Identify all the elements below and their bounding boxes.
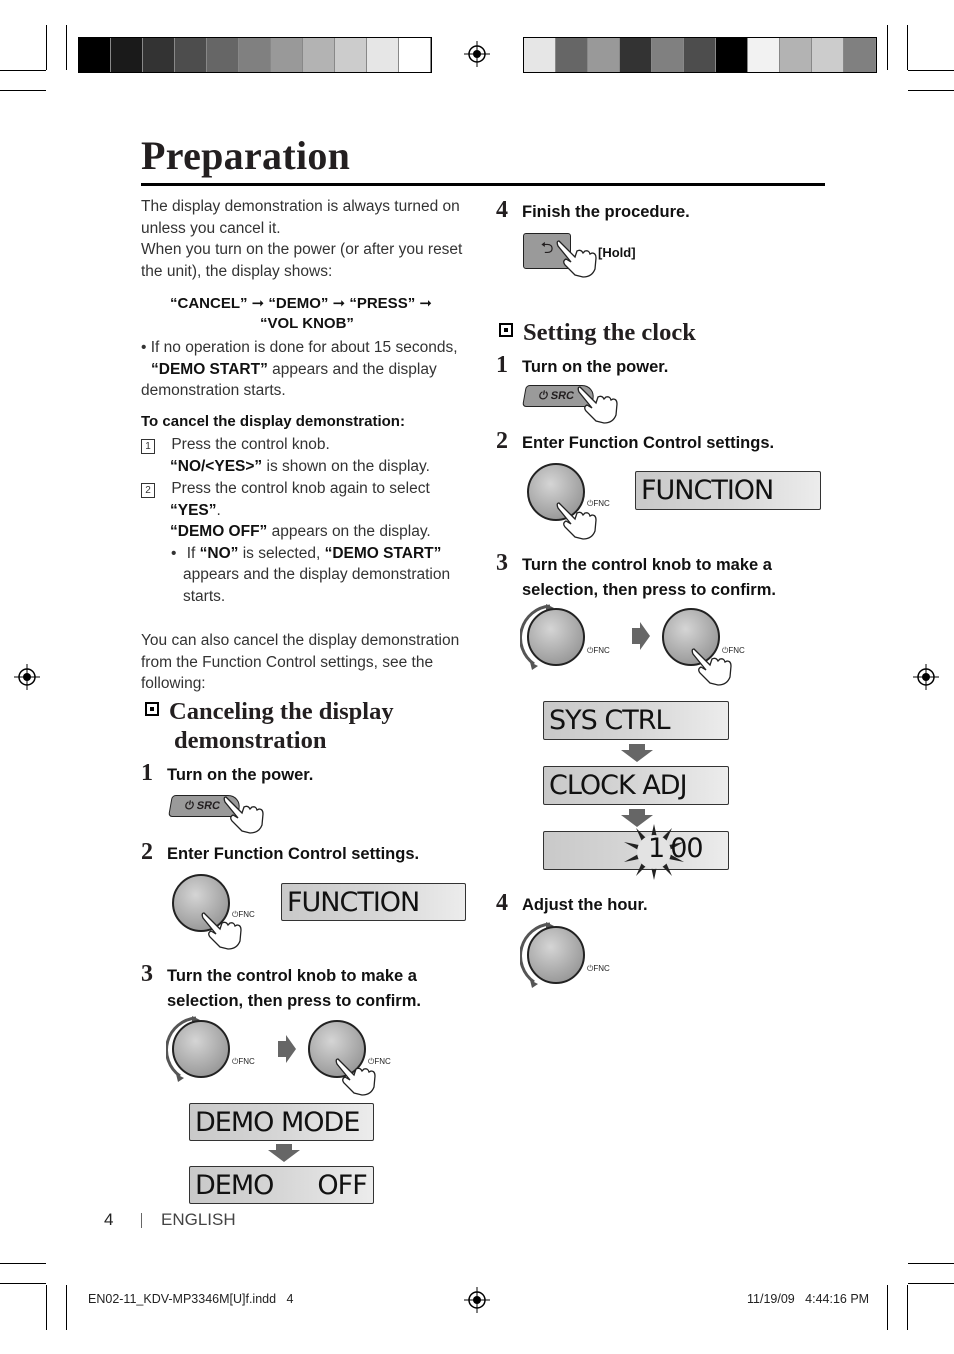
- arrow-right-icon: ➞: [332, 295, 346, 312]
- color-swatch: [716, 38, 748, 72]
- seq-demo: “DEMO”: [268, 295, 329, 312]
- crop-mark: [66, 1285, 67, 1330]
- arrow-right-icon: [278, 1035, 296, 1063]
- color-swatch: [143, 38, 175, 72]
- crop-mark: [0, 90, 46, 91]
- color-swatch: [303, 38, 335, 72]
- color-swatch: [780, 38, 812, 72]
- crop-mark: [46, 25, 47, 70]
- section-heading-cancel: Canceling the display demonstration: [145, 697, 465, 755]
- step-text: Enter Function Control settings.: [522, 434, 775, 452]
- hand-press-icon: [555, 236, 599, 280]
- page-title: Preparation: [141, 133, 351, 178]
- section-square-icon: [499, 323, 513, 337]
- footer-divider: [141, 1213, 142, 1228]
- fnc-label: ⏻FNC: [722, 646, 745, 655]
- crop-mark: [887, 1285, 888, 1330]
- color-swatch: [748, 38, 780, 72]
- src-power-button[interactable]: ⏻ SRC: [522, 385, 596, 407]
- crop-mark: [887, 25, 888, 70]
- intro-bullet: • If no operation is done for about 15 seconds, “DEMO START” appears and the display demonstration starts.: [141, 339, 458, 399]
- intro-paragraph-2: When you turn on the power (or after you reset the unit), the display shows:: [141, 241, 463, 280]
- cancel-step-1: 1 Press the control knob. “NO/<YES>” is shown on the display.: [141, 434, 471, 477]
- step-text: Turn the control knob to make a selection, then press to confirm.: [167, 967, 421, 1010]
- title-rule: [141, 183, 825, 186]
- color-swatch: [111, 38, 143, 72]
- bullet-dot: •: [171, 544, 177, 562]
- crop-mark: [0, 1283, 46, 1284]
- crop-mark: [0, 70, 46, 71]
- color-swatch: [399, 38, 431, 72]
- color-swatch: [367, 38, 399, 72]
- fnc-label: ⏻FNC: [368, 1057, 391, 1066]
- hand-press-icon: [690, 644, 734, 688]
- print-timestamp: 11/19/09 4:44:16 PM: [747, 1292, 870, 1306]
- registration-mark-icon: [14, 664, 40, 690]
- color-swatch: [175, 38, 207, 72]
- lcd-display-clock-adj: CLOCK ADJ: [543, 766, 729, 805]
- step-text: Turn on the power.: [167, 766, 314, 784]
- src-power-button[interactable]: ⏻ SRC: [168, 795, 242, 817]
- color-swatch: [335, 38, 367, 72]
- registration-mark-icon: [464, 41, 490, 67]
- control-knob[interactable]: [172, 1020, 230, 1078]
- cancel-sub-bullet-cont: appears and the display demonstration starts.: [183, 566, 451, 605]
- language-label: ENGLISH: [161, 1210, 236, 1229]
- cancel-heading: To cancel the display demonstration:: [141, 413, 405, 430]
- hold-label: [Hold]: [598, 245, 636, 260]
- color-swatch: [556, 38, 588, 72]
- page-number: 4: [104, 1210, 114, 1229]
- hand-press-icon: [555, 498, 599, 542]
- color-swatch: [844, 38, 876, 72]
- step-text: Enter Function Control settings.: [167, 845, 420, 863]
- crop-mark: [66, 25, 67, 70]
- arrow-down-icon: [621, 744, 653, 762]
- color-swatch: [239, 38, 271, 72]
- step-number: 4: [496, 890, 508, 916]
- arrow-right-icon: ➞: [419, 295, 432, 312]
- hand-press-icon: [576, 383, 620, 425]
- section-heading-clock: Setting the clock: [499, 318, 696, 347]
- arrow-right-icon: ➞: [251, 295, 265, 312]
- section-square-icon: [145, 702, 159, 716]
- crop-mark: [908, 1283, 954, 1284]
- step-number: 1: [496, 352, 508, 378]
- step-number: 3: [496, 550, 508, 576]
- seq-vol-knob: “VOL KNOB”: [260, 315, 354, 332]
- fnc-label: ⏻FNC: [587, 499, 610, 508]
- color-swatch: [684, 38, 716, 72]
- bullet-dot: •: [141, 339, 151, 356]
- also-paragraph: You can also cancel the display demonstration from the Function Control settings, see the following:: [141, 632, 460, 692]
- step-text: Adjust the hour.: [522, 896, 648, 914]
- step-number: 2: [141, 839, 153, 865]
- hand-press-icon: [334, 1054, 378, 1098]
- lcd-hour: 1: [648, 833, 665, 864]
- control-knob[interactable]: [527, 926, 585, 984]
- step-number: 2: [496, 428, 508, 454]
- fnc-label: ⏻FNC: [587, 964, 610, 973]
- crop-mark: [46, 1285, 47, 1330]
- lcd-display-function: FUNCTION: [635, 471, 821, 510]
- color-swatch: [524, 38, 556, 72]
- control-knob[interactable]: [527, 608, 585, 666]
- display-sequence: [170, 294, 470, 334]
- color-swatch: [207, 38, 239, 72]
- hand-press-icon: [200, 908, 244, 952]
- fnc-label: ⏻FNC: [232, 910, 255, 919]
- step-text: Turn on the power.: [522, 358, 669, 376]
- lcd-display-function: FUNCTION: [281, 883, 466, 921]
- lcd-minutes: 00: [670, 833, 703, 864]
- lcd-display-demo-mode: DEMO MODE: [189, 1103, 374, 1141]
- seq-press: “PRESS”: [349, 295, 416, 312]
- step-number: 1: [141, 760, 153, 786]
- crop-mark: [907, 1285, 908, 1330]
- arrow-down-icon: [268, 1144, 300, 1162]
- color-bar-right: [523, 37, 877, 73]
- crop-mark: [908, 1263, 954, 1264]
- color-swatch: [588, 38, 620, 72]
- crop-mark: [0, 1263, 46, 1264]
- lcd-time-text: [648, 833, 703, 864]
- step-text: Turn the control knob to make a selection, then press to confirm.: [522, 556, 776, 599]
- lcd-display-sys-ctrl: SYS CTRL: [543, 701, 729, 740]
- color-swatch: [79, 38, 111, 72]
- back-button[interactable]: ⮌: [523, 233, 571, 269]
- cancel-step-2: 2 Press the control knob again to select “YES”. “DEMO OFF” appears on the display. • If “NO” is selected, “DEMO START”: [141, 478, 471, 564]
- fnc-label: ⏻FNC: [232, 1057, 255, 1066]
- crop-mark: [908, 70, 954, 71]
- registration-mark-icon: [913, 664, 939, 690]
- crop-mark: [908, 90, 954, 91]
- step-text: Finish the procedure.: [522, 203, 690, 221]
- registration-mark-icon: [464, 1287, 490, 1313]
- step-number: 4: [496, 197, 508, 223]
- hand-press-icon: [222, 793, 266, 835]
- seq-cancel: “CANCEL”: [170, 295, 248, 312]
- color-swatch: [620, 38, 652, 72]
- lcd-display-demo-off: DEMO OFF: [189, 1166, 374, 1204]
- fnc-label: ⏻FNC: [587, 646, 610, 655]
- step-box-number: 1: [141, 439, 155, 454]
- step-box-number: 2: [141, 483, 155, 498]
- file-name: EN02-11_KDV-MP3346M[U]f.indd 4: [88, 1292, 294, 1306]
- intro-paragraph-1: The display demonstration is always turned on unless you cancel it.: [141, 198, 460, 237]
- arrow-right-icon: [632, 622, 650, 650]
- color-swatch: [271, 38, 303, 72]
- color-swatch: [812, 38, 844, 72]
- color-bar-left: [78, 37, 432, 73]
- crop-mark: [907, 25, 908, 70]
- step-number: 3: [141, 961, 153, 987]
- color-swatch: [652, 38, 684, 72]
